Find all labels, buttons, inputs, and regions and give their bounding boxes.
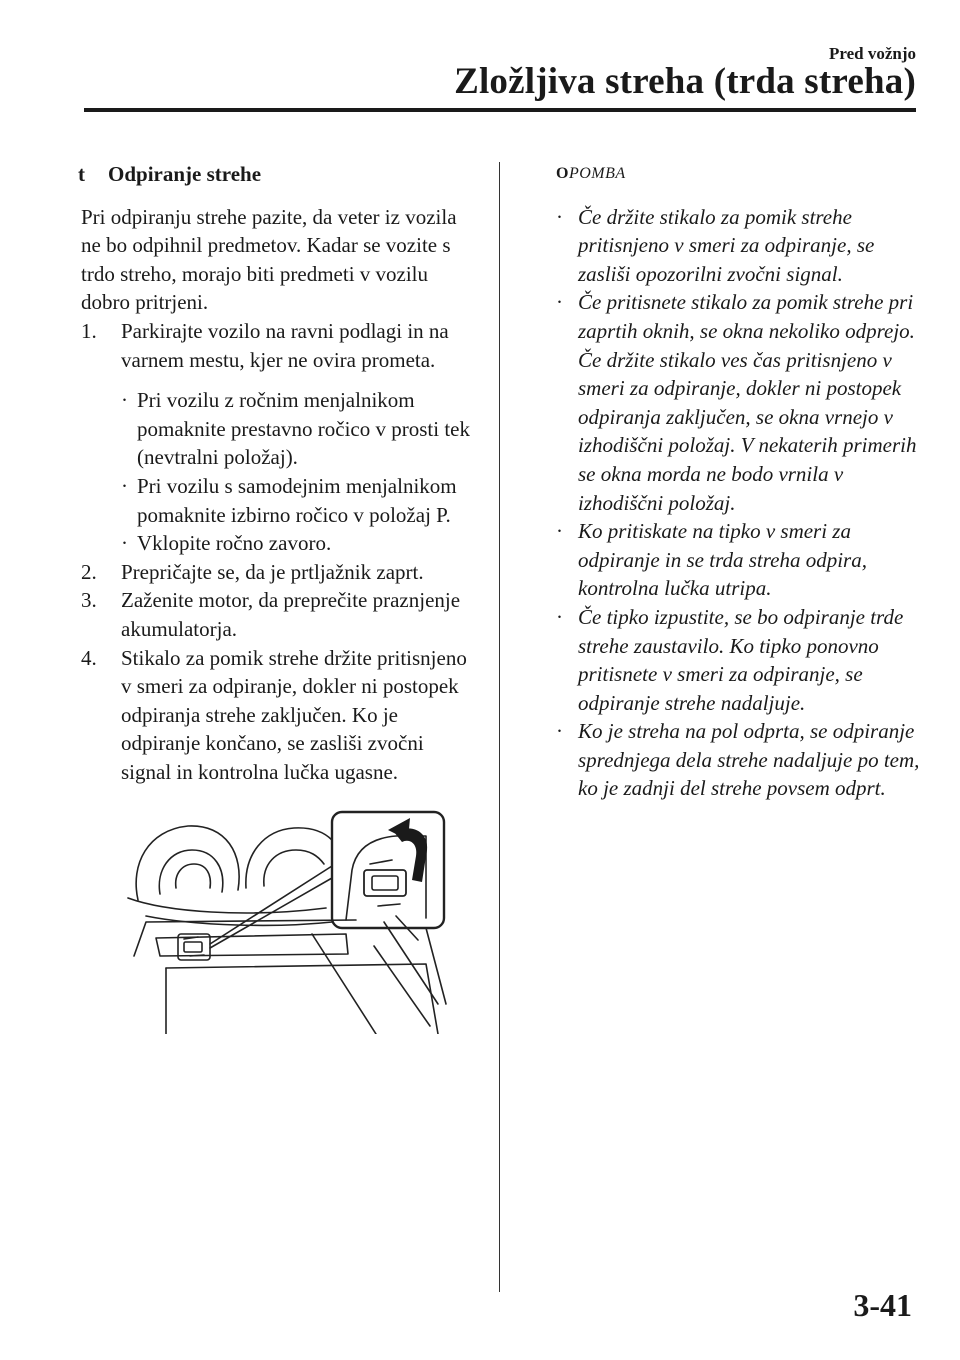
bullet-text: Pri vozilu s samodejnim menjalnikom pomaknite izbirno ročico v položaj P. bbox=[137, 473, 457, 527]
step-number: 3. bbox=[81, 588, 97, 613]
step-number: 1. bbox=[81, 318, 97, 343]
step-item bbox=[81, 558, 478, 587]
list-item bbox=[556, 288, 926, 517]
list-item bbox=[556, 717, 926, 803]
list-item bbox=[556, 603, 926, 717]
step-item bbox=[81, 317, 478, 374]
step-number: 4. bbox=[81, 645, 97, 670]
note-text: Ko pritiskate na tipko v smeri za odpiranje in se trda streha odpira, kontrolna lučka utripa. bbox=[578, 519, 867, 601]
section-marker-icon: t bbox=[78, 162, 85, 186]
list-item bbox=[121, 386, 478, 472]
bullet-text: Pri vozilu z ročnim menjalnikom pomaknite prestavno ročico v prosti tek (nevtralni položaj). bbox=[137, 388, 470, 470]
bullet-icon: · bbox=[121, 473, 128, 498]
note-text: Če pritisnete stikalo za pomik strehe pri zaprtih oknih, se okna nekoliko odprejo. Če držite stikalo ves čas pritisnjeno v smeri za odpiranje, dokler ni postopek odpiranja zaključen, se okna vrnejo v izhodiščni položaj. V nekaterih primerih se okna morda ne bodo vrnila v izhodiščni položaj. bbox=[578, 290, 917, 515]
bullet-icon: · bbox=[556, 290, 563, 315]
bullet-icon: · bbox=[556, 204, 563, 229]
step-number: 2. bbox=[81, 559, 97, 584]
list-item bbox=[121, 472, 478, 529]
bullet-icon: · bbox=[121, 531, 128, 556]
column-divider bbox=[499, 162, 500, 1292]
step-text: Zaženite motor, da preprečite praznjenje akumulatorja. bbox=[121, 588, 461, 641]
step-bullets bbox=[121, 386, 478, 558]
note-text: Če držite stikalo za pomik strehe pritisnjeno v smeri za odpiranje, se zasliši opozorilni zvočni signal. bbox=[578, 204, 875, 286]
step-text: Parkirajte vozilo na ravni podlagi in na varnem mestu, kjer ne ovira prometa. bbox=[121, 318, 449, 372]
bullet-icon: · bbox=[556, 519, 563, 544]
section-heading bbox=[78, 160, 478, 189]
section-title: Odpiranje strehe bbox=[108, 162, 262, 186]
note-title: OPOMBA bbox=[556, 165, 626, 182]
step-text: Prepričajte se, da je prtljažnik zaprt. bbox=[121, 559, 424, 584]
roof-switch-illustration bbox=[126, 808, 456, 1034]
intro-paragraph: Pri odpiranju strehe pazite, da veter iz vozila ne bo odpihnil predmetov. Kadar se vozite s trdo streho, morajo biti predmeti v vozilu dobro pritrjeni. bbox=[81, 204, 457, 315]
open-direction-arrow-icon bbox=[394, 828, 427, 882]
bullet-icon: · bbox=[121, 388, 128, 413]
step-item bbox=[81, 586, 478, 643]
list-item bbox=[556, 517, 926, 603]
note-column bbox=[556, 160, 926, 803]
header-rule bbox=[84, 108, 916, 112]
step-item bbox=[81, 644, 478, 787]
page-number: 3-41 bbox=[853, 1287, 912, 1323]
bullet-icon: · bbox=[556, 604, 563, 629]
header-section-label: Pred vožnjo bbox=[828, 44, 916, 63]
list-item bbox=[556, 203, 926, 289]
page-title: Zložljiva streha (trda streha) bbox=[454, 61, 916, 102]
bullet-icon: · bbox=[556, 719, 563, 744]
gauge-left bbox=[136, 826, 239, 900]
note-text: Če tipko izpustite, se bo odpiranje trde strehe zaustavilo. Ko tipko ponovno pritisnete v smeri za odpiranje, se odpiranje strehe nadaljuje. bbox=[578, 604, 904, 715]
list-item bbox=[121, 529, 478, 558]
bullet-text: Vklopite ročno zavoro. bbox=[137, 531, 332, 556]
step-text: Stikalo za pomik strehe držite pritisnjeno v smeri za odpiranje, dokler ni postopek odpiranja strehe zaključen. Ko je odpiranje končano, se zasliši zvočni signal in kontrolna lučka ugasne. bbox=[121, 645, 467, 784]
left-column bbox=[78, 160, 478, 786]
note-text: Ko je streha na pol odprta, se odpiranje sprednjega dela strehe nadaljuje po tem, ko je zadnji del strehe povsem odprt. bbox=[578, 719, 920, 801]
